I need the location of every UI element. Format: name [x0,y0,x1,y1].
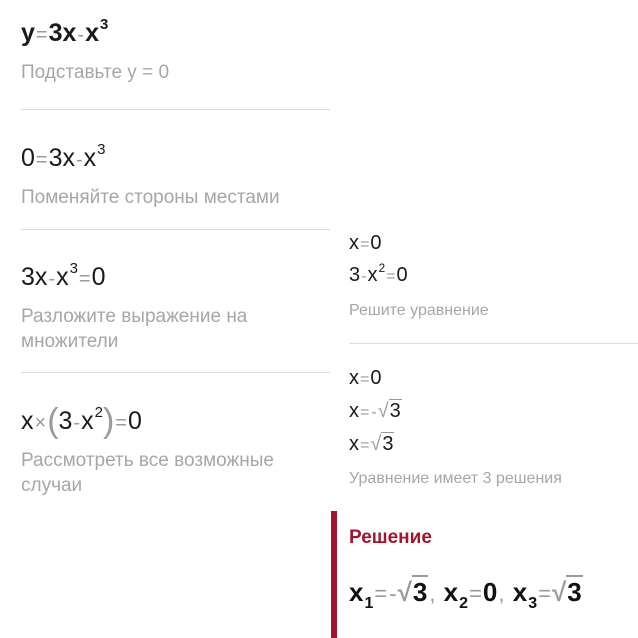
step-2-equation: $0=3x-x^3$ [21,141,106,172]
case-2-equation-1: x=0 [349,367,382,389]
case-step-2[interactable] [349,366,562,490]
step-4-equation: $x\times(3-x^2)=0$ [21,402,142,440]
case-step-1[interactable] [349,231,489,322]
divider [21,229,330,230]
step-1[interactable] [21,18,169,85]
step-1-equation: $y=3x-x^3$ [21,16,109,47]
solution-title: Решение [349,527,432,548]
step-4-description: Рассмотреть все возможные случаи [21,450,274,496]
divider [21,372,330,373]
step-1-description: Подставьте y = 0 [21,62,170,83]
divider [21,109,330,110]
solution-answer: $x_1=-√3$, $x_2=0$, $x_3=√3$ [349,577,582,612]
case-1-equation-2: $3-x^2=0$ [349,261,408,286]
step-2[interactable] [21,143,280,210]
solution-panel [331,511,638,638]
step-3[interactable] [21,262,311,354]
case-2-equation-2: x= -√3 [349,400,401,422]
step-2-description: Поменяйте стороны местами [21,187,280,208]
step-4[interactable] [21,403,321,498]
step-3-description: Разложите выражение на множители [21,306,248,352]
case-2-description: Уравнение имеет 3 решения [349,470,562,487]
case-2-equation-3: x=√3 [349,433,394,455]
case-1-equation-1: x=0 [349,232,382,254]
step-3-equation: $3x-x^3=0$ [21,260,106,291]
divider [349,343,638,344]
case-1-description: Решите уравнение [349,302,489,319]
